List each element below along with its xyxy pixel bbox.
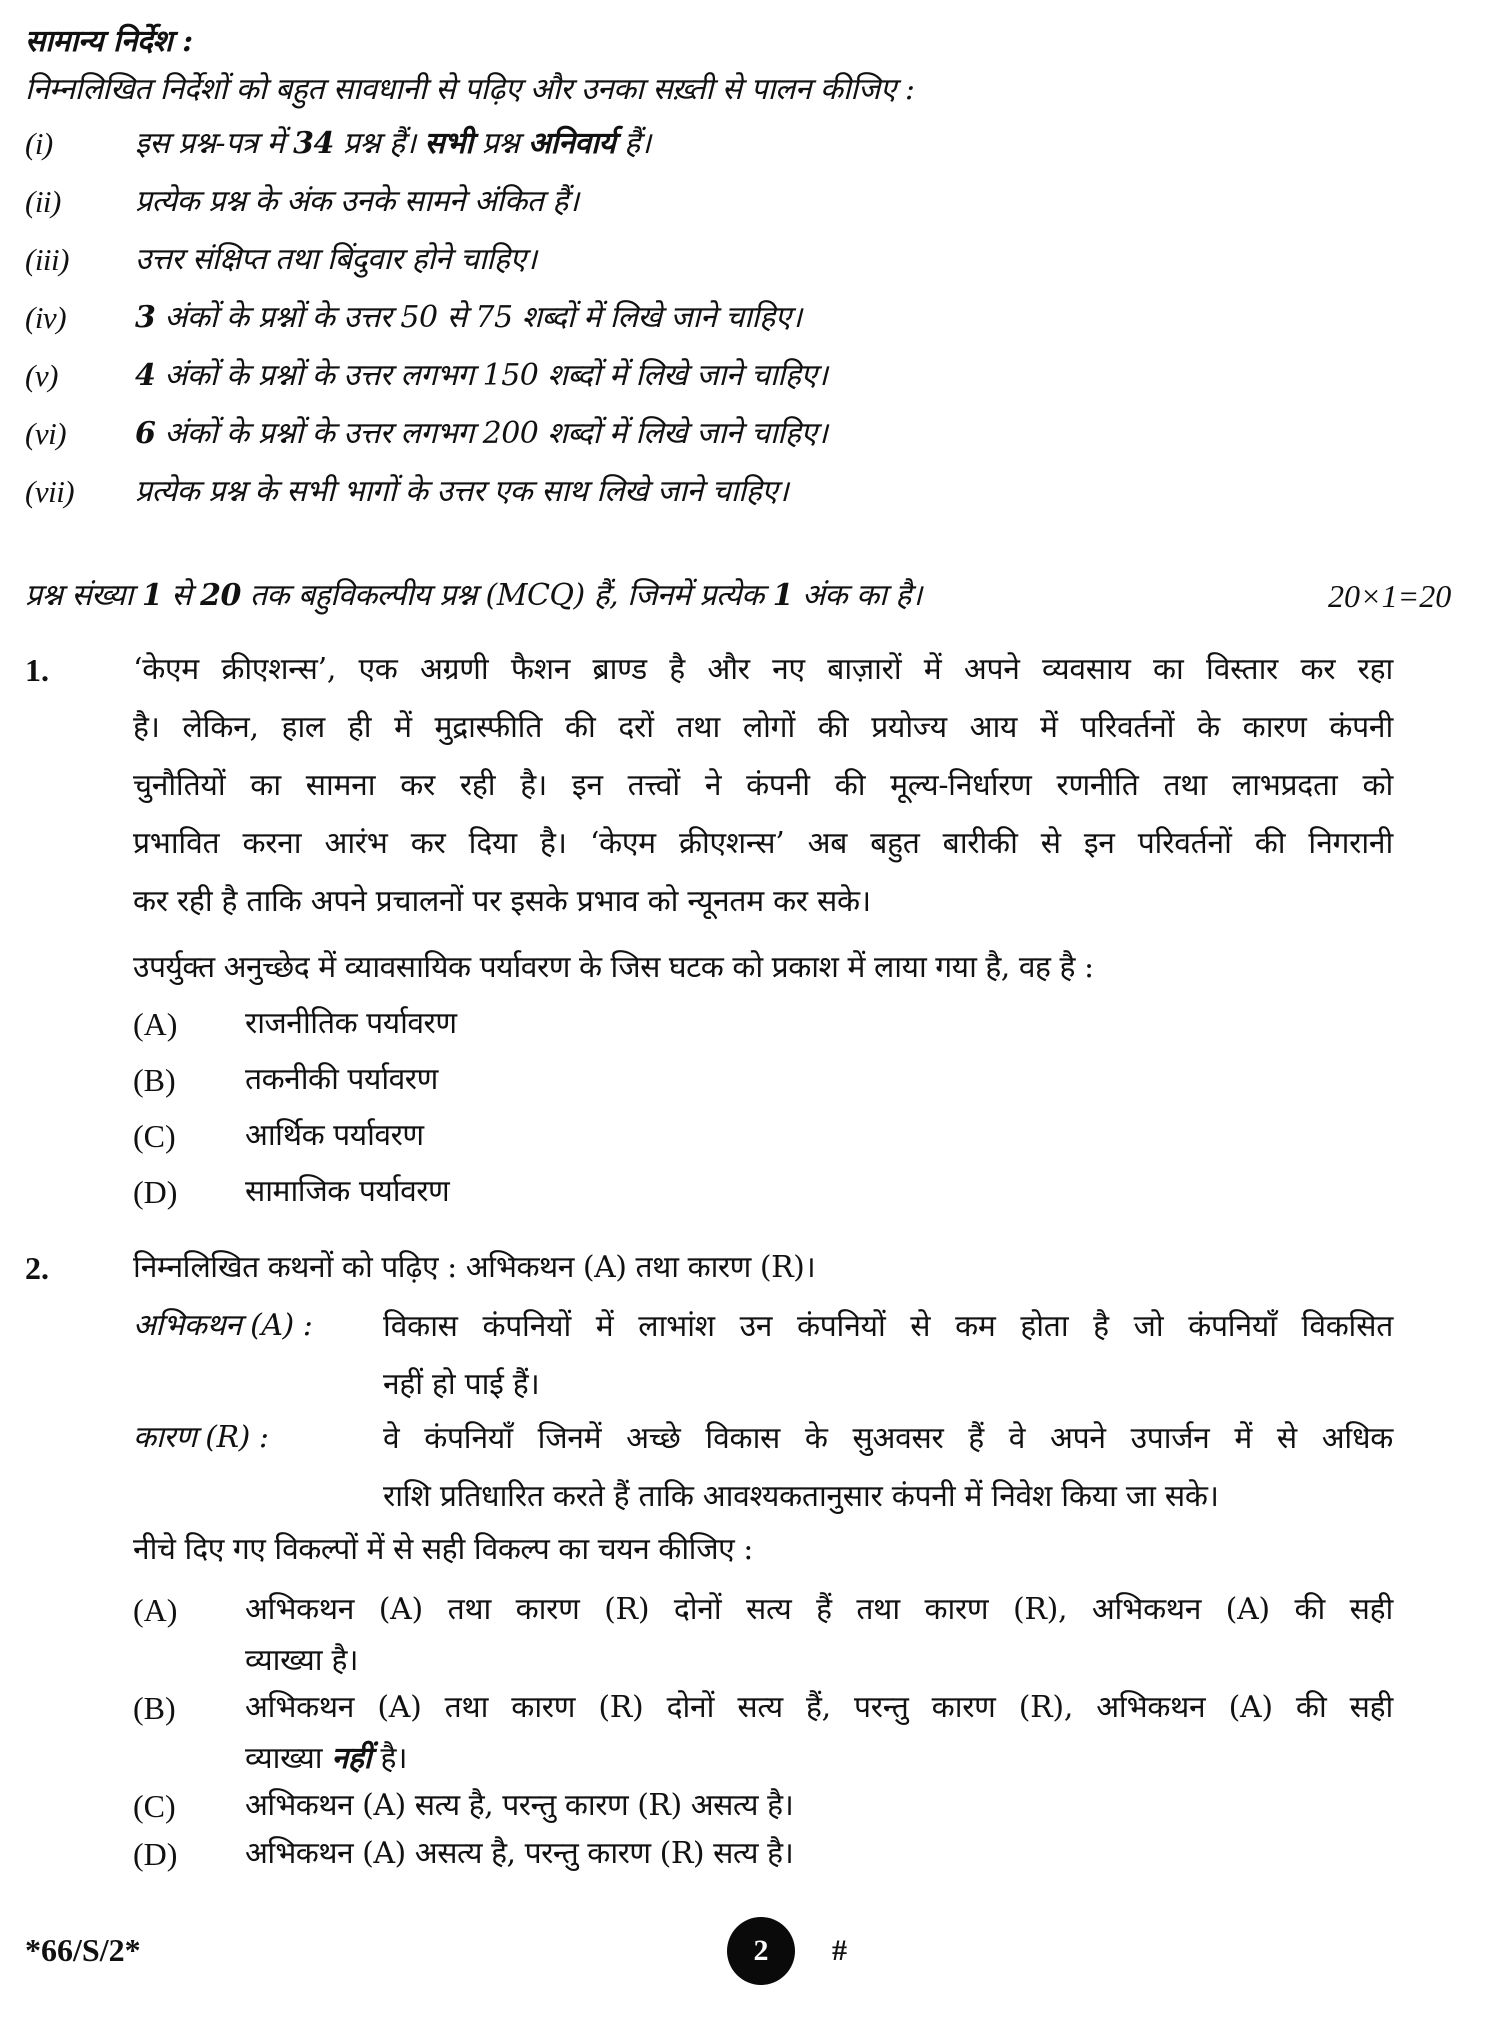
assertion-text: विकास कंपनियों में लाभांश उन कंपनियों से कम होता है जो कंपनियाँ विकसित नहीं हो पाई हैं। [383, 1309, 1393, 1402]
instruction-text: 6 अंकों के प्रश्नों के उत्तर लगभग 200 शब्दों में लिखे जाने चाहिए। [135, 416, 828, 451]
instruction-text: प्रत्येक प्रश्न के सभी भागों के उत्तर एक साथ लिखे जाने चाहिए। [135, 474, 789, 509]
instruction-number: (iii) [25, 242, 69, 277]
option-text: आर्थिक पर्यावरण [245, 1118, 424, 1153]
option-label: (A) [133, 1592, 178, 1628]
question-1-passage [133, 641, 1393, 931]
passage-line: ‘केएम क्रीएशन्स’, एक अग्रणी फैशन ब्राण्ड है और नए बाज़ारों में अपने व्यवसाय का विस्तार कर रहा [133, 652, 1393, 687]
passage-line: चुनौतियों का सामना कर रही है। इन तत्त्वों ने कंपनी की मूल्य-निर्धारण रणनीति तथा लाभप्रदता को [133, 768, 1393, 803]
question-number: 2. [25, 1250, 49, 1286]
instruction-text: प्रत्येक प्रश्न के अंक उनके सामने अंकित हैं। [135, 184, 579, 219]
instruction-number: (v) [25, 358, 58, 393]
question-2-prompt: नीचे दिए गए विकल्पों में से सही विकल्प का चयन कीजिए : [133, 1532, 753, 1567]
instruction-item [25, 124, 53, 165]
option-text: अभिकथन (A) तथा कारण (R) दोनों सत्य हैं, परन्तु कारण (R), अभिकथन (A) की सही व्याख्या नहीं है। [245, 1690, 1393, 1776]
instruction-number: (ii) [25, 184, 61, 219]
option-text: अभिकथन (A) सत्य है, परन्तु कारण (R) असत्य है। [245, 1788, 794, 1823]
instruction-text: उत्तर संक्षिप्त तथा बिंदुवार होने चाहिए। [135, 242, 537, 277]
option-label: (B) [133, 1062, 176, 1098]
question-number: 1. [25, 652, 49, 688]
option-text: राजनीतिक पर्यावरण [245, 1006, 457, 1041]
instructions-intro: निम्नलिखित निर्देशों को बहुत सावधानी से पढ़िए और उनका सख़्ती से पालन कीजिए : [25, 72, 915, 107]
page-number-badge: 2 [727, 1917, 795, 1985]
option-label: (A) [133, 1006, 178, 1042]
question-2-stem: निम्नलिखित कथनों को पढ़िए : अभिकथन (A) तथा कारण (R)। [133, 1250, 816, 1285]
passage-line: है। लेकिन, हाल ही में मुद्रास्फीति की दरों तथा लोगों की प्रयोज्य आय में परिवर्तनों के कारण कंपनी [133, 710, 1393, 745]
option-label: (B) [133, 1690, 176, 1726]
paper-code: *66/S/2* [25, 1932, 141, 1968]
option-text: सामाजिक पर्यावरण [245, 1174, 450, 1209]
question-1-prompt: उपर्युक्त अनुच्छेद में व्यावसायिक पर्यावरण के जिस घटक को प्रकाश में लाया गया है, वह है : [133, 950, 1094, 985]
option-label: (C) [133, 1788, 176, 1824]
option-text: अभिकथन (A) तथा कारण (R) दोनों सत्य हैं तथा कारण (R), अभिकथन (A) की सही व्याख्या है। [245, 1592, 1393, 1678]
reason-text: वे कंपनियाँ जिनमें अच्छे विकास के सुअवसर हैं वे अपने उपार्जन में से अधिक राशि प्रतिधारित करते हैं ताकि आवश्यकतानुसार कंपनी में निवेश किया जा सके। [383, 1421, 1393, 1514]
assertion-label: अभिकथन (A) : [133, 1308, 313, 1343]
instruction-number: (vi) [25, 416, 67, 451]
passage-line: प्रभावित करना आरंभ कर दिया है। ‘केएम क्रीएशन्स’ अब बहुत बारीकी से इन परिवर्तनों की निगरानी [133, 826, 1393, 861]
instruction-text: 4 अंकों के प्रश्नों के उत्तर लगभग 150 शब्दों में लिखे जाने चाहिए। [135, 358, 828, 393]
option-label: (C) [133, 1118, 176, 1154]
instruction-number: (iv) [25, 300, 67, 335]
passage-line: कर रही है ताकि अपने प्रचालनों पर इसके प्रभाव को न्यूनतम कर सके। [133, 884, 871, 919]
hash-mark: # [832, 1934, 847, 1967]
instruction-number: (i) [25, 126, 53, 161]
instruction-text: 3 अंकों के प्रश्नों के उत्तर 50 से 75 शब्दों में लिखे जाने चाहिए। [135, 300, 802, 335]
instruction-number: (vii) [25, 474, 75, 509]
option-text: तकनीकी पर्यावरण [245, 1062, 438, 1097]
instructions-heading: सामान्य निर्देश : [25, 24, 193, 59]
instruction-text: इस प्रश्न-पत्र में 34 प्रश्न हैं। सभी प्रश्न अनिवार्य हैं। [135, 126, 651, 161]
section-marks: 20×1=20 [1328, 578, 1452, 614]
option-label: (D) [133, 1174, 178, 1210]
option-text: अभिकथन (A) असत्य है, परन्तु कारण (R) सत्य है। [245, 1836, 794, 1871]
reason-label: कारण (R) : [133, 1420, 269, 1455]
section-instruction: प्रश्न संख्या 1 से 20 तक बहुविकल्पीय प्रश्न (MCQ) हैं, जिनमें प्रत्येक 1 अंक का है। [25, 578, 922, 613]
option-label: (D) [133, 1836, 178, 1872]
